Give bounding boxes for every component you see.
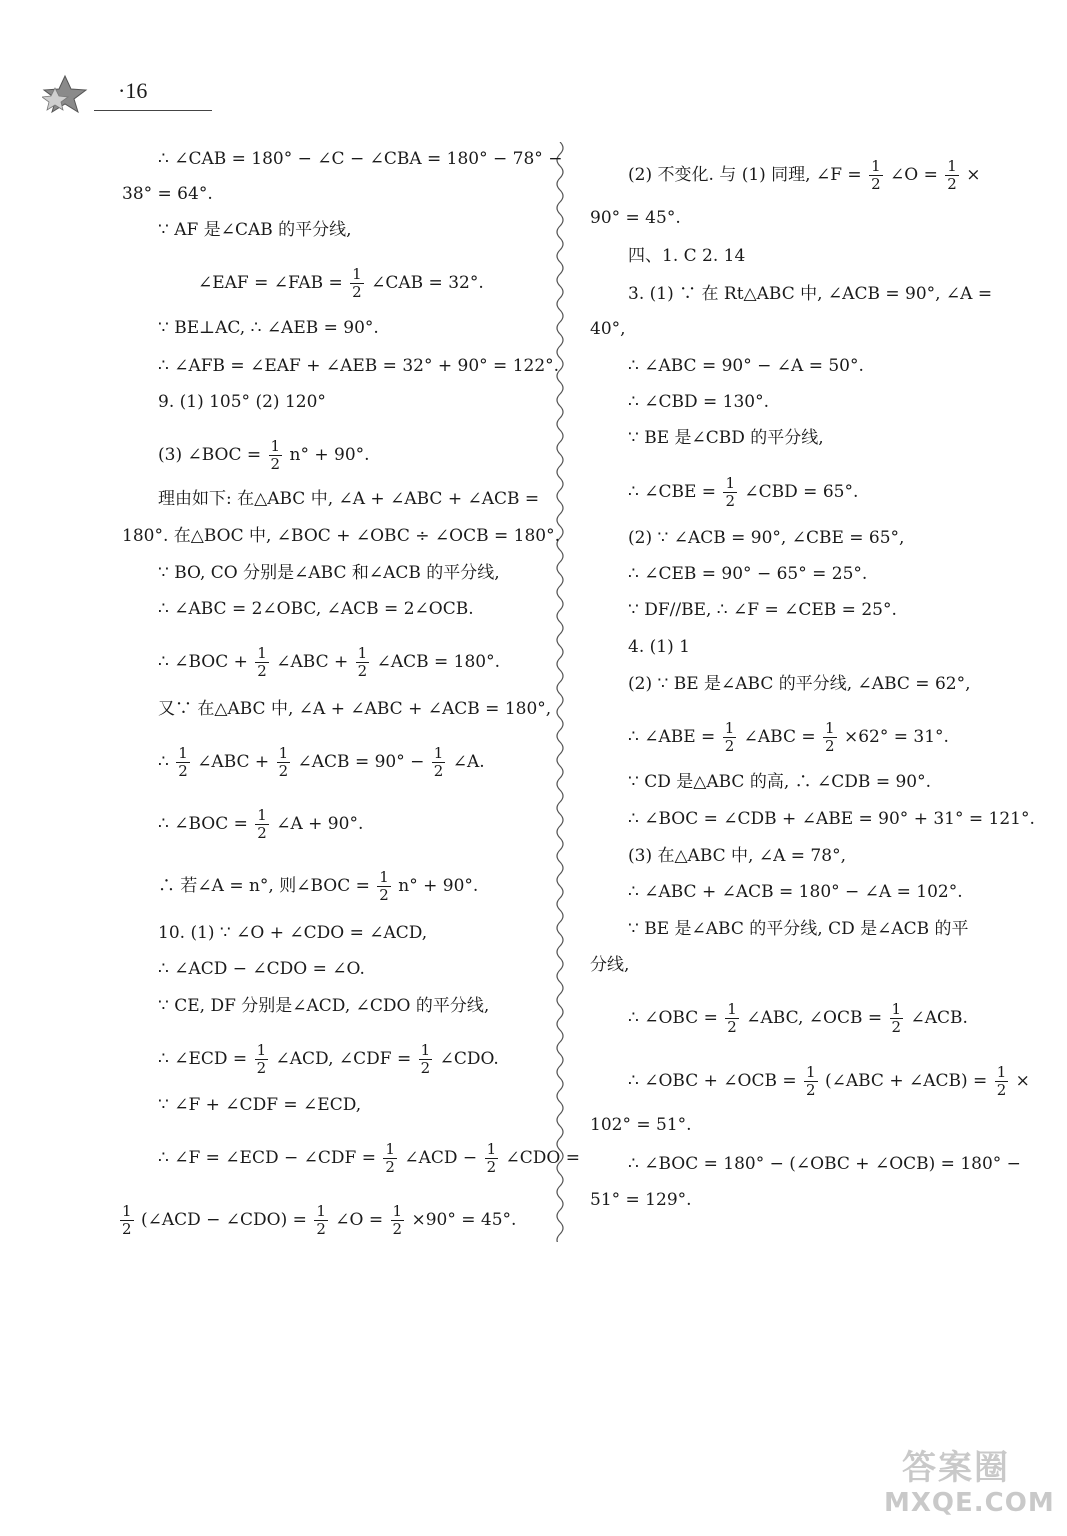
page-number: ·16 — [118, 78, 148, 103]
text: ∠ACD, ∠CDF = — [275, 1049, 412, 1069]
right-line-9 — [628, 475, 858, 510]
left-line-18: 10. (1) ∵ ∠O + ∠CDO = ∠ACD, — [158, 923, 428, 943]
fraction-one-half — [356, 645, 370, 680]
fraction-denominator: 2 — [420, 1059, 431, 1077]
fraction-denominator: 2 — [278, 762, 289, 780]
right-line-17: ∴ ∠BOC = ∠CDB + ∠ABE = 90° + 31° = 121°. — [628, 809, 1035, 829]
right-line-19: ∴ ∠ABC + ∠ACB = 180° − ∠A = 102°. — [628, 882, 963, 902]
text: ∴ ∠OBC + ∠OCB = — [628, 1071, 797, 1091]
fraction-one-half — [723, 720, 737, 755]
left-line-23 — [158, 1141, 580, 1176]
right-line-15 — [628, 720, 949, 755]
fraction-one-half — [176, 745, 190, 780]
text: ∴ — [158, 752, 169, 772]
fraction-denominator: 2 — [178, 762, 188, 780]
fraction-numerator: 1 — [996, 1063, 1007, 1081]
left-line-4 — [198, 266, 484, 301]
right-line-6: ∴ ∠ABC = 90° − ∠A = 50°. — [628, 356, 864, 376]
fraction-numerator: 1 — [270, 437, 281, 455]
fraction-numerator: 1 — [891, 1000, 902, 1018]
fraction-one-half — [269, 438, 283, 473]
fraction-one-half — [255, 807, 269, 842]
fraction-one-half — [723, 475, 737, 510]
fraction-one-half — [725, 1001, 739, 1036]
fraction-denominator: 2 — [357, 662, 368, 680]
fraction-numerator: 1 — [420, 1041, 431, 1059]
fraction-numerator: 1 — [257, 806, 267, 824]
fraction-numerator: 1 — [806, 1063, 816, 1081]
fraction-denominator: 2 — [725, 492, 735, 510]
fraction-denominator: 2 — [871, 175, 881, 193]
fraction-denominator: 2 — [257, 662, 267, 680]
fraction-denominator: 2 — [352, 283, 362, 301]
text: (∠ABC + ∠ACB) = — [824, 1071, 988, 1091]
fraction-denominator: 2 — [727, 1018, 737, 1036]
watermark — [880, 1440, 1055, 1526]
fraction-numerator: 1 — [725, 474, 735, 492]
left-line-14: 又∵ 在△ABC 中, ∠A + ∠ABC + ∠ACB = 180°, — [158, 699, 552, 719]
left-line-19: ∴ ∠ACD − ∠CDO = ∠O. — [158, 959, 365, 979]
left-line-13 — [158, 645, 500, 680]
fraction-numerator: 1 — [316, 1202, 326, 1220]
fraction-denominator: 2 — [270, 455, 281, 473]
fraction-one-half — [377, 869, 391, 904]
fraction-denominator: 2 — [806, 1081, 816, 1099]
left-line-8 — [158, 438, 370, 473]
text: ∠ABC + — [197, 752, 270, 772]
fraction-one-half — [419, 1042, 433, 1077]
fraction-one-half — [869, 158, 883, 193]
fraction-numerator: 1 — [379, 868, 389, 886]
text: ∠ACD − — [404, 1148, 478, 1168]
right-line-23 — [628, 1064, 1030, 1099]
fraction-denominator: 2 — [257, 824, 267, 842]
fraction-denominator: 2 — [256, 1059, 267, 1077]
text: ∠EAF = ∠FAB = — [198, 273, 343, 293]
fraction-denominator: 2 — [724, 737, 735, 755]
column-divider — [548, 142, 572, 1242]
text: ∠A + 90°. — [276, 814, 364, 834]
left-line-12: ∴ ∠ABC = 2∠OBC, ∠ACB = 2∠OCB. — [158, 599, 474, 619]
text: ∠O = — [335, 1210, 384, 1230]
fraction-one-half — [804, 1064, 818, 1099]
fraction-one-half — [485, 1141, 499, 1176]
fraction-one-half — [255, 1042, 269, 1077]
fraction-numerator: 1 — [871, 157, 881, 175]
watermark-logo-text: 答案圈 — [902, 1448, 1010, 1488]
left-line-1: ∴ ∠CAB = 180° − ∠C − ∠CBA = 180° − 78° − — [158, 149, 563, 169]
text: n° + 90°. — [289, 445, 370, 465]
text: ∴ ∠BOC + — [158, 652, 248, 672]
fraction-numerator: 1 — [257, 644, 267, 662]
text: × — [1015, 1071, 1030, 1091]
text: ∠ACB = 180°. — [376, 652, 501, 672]
watermark-url: MXQE.COM — [884, 1488, 1055, 1518]
text: (2) 不变化. 与 (1) 同理, ∠F = — [628, 165, 862, 185]
text: ∠O = — [890, 165, 938, 185]
left-line-24 — [118, 1203, 516, 1238]
right-line-21: 分线, — [590, 955, 630, 975]
text: ∠CDO = — [505, 1148, 580, 1168]
fraction-one-half — [391, 1203, 405, 1238]
left-line-15 — [158, 745, 485, 780]
text: ∴ ∠BOC = — [158, 814, 248, 834]
right-line-1 — [628, 158, 981, 193]
text: ∠CDO. — [439, 1049, 499, 1069]
fraction-denominator: 2 — [947, 175, 957, 193]
right-line-10: (2) ∵ ∠ACB = 90°, ∠CBE = 65°, — [628, 528, 905, 548]
star-icon — [42, 74, 88, 114]
fraction-numerator: 1 — [178, 744, 188, 762]
fraction-numerator: 1 — [486, 1140, 497, 1158]
right-line-22 — [628, 1001, 968, 1036]
right-line-8: ∵ BE 是∠CBD 的平分线, — [628, 428, 824, 448]
fraction-denominator: 2 — [392, 1220, 403, 1238]
right-line-24: 102° = 51°. — [590, 1115, 692, 1135]
fraction-denominator: 2 — [316, 1220, 326, 1238]
fraction-denominator: 2 — [385, 1158, 395, 1176]
left-line-6: ∴ ∠AFB = ∠EAF + ∠AEB = 32° + 90° = 122°. — [158, 356, 560, 376]
fraction-numerator: 1 — [724, 719, 735, 737]
text: ∠ABC = — [743, 727, 816, 747]
fraction-numerator: 1 — [256, 1041, 267, 1059]
fraction-numerator: 1 — [727, 1000, 737, 1018]
text: ∴ 若∠A = n°, 则∠BOC = — [158, 876, 370, 896]
right-line-3: 四、1. C 2. 14 — [628, 246, 746, 266]
right-line-14: (2) ∵ BE 是∠ABC 的平分线, ∠ABC = 62°, — [628, 674, 971, 694]
right-line-25: ∴ ∠BOC = 180° − (∠OBC + ∠OCB) = 180° − — [628, 1154, 1021, 1174]
fraction-numerator: 1 — [825, 719, 835, 737]
left-line-3: ∵ AF 是∠CAB 的平分线, — [158, 220, 352, 240]
fraction-one-half — [432, 745, 446, 780]
fraction-numerator: 1 — [352, 265, 362, 283]
right-line-16: ∵ CD 是△ABC 的高, ∴ ∠CDB = 90°. — [628, 772, 932, 792]
fraction-one-half — [277, 745, 291, 780]
fraction-one-half — [945, 158, 959, 193]
fraction-denominator: 2 — [486, 1158, 497, 1176]
right-line-18: (3) 在△ABC 中, ∠A = 78°, — [628, 846, 846, 866]
fraction-one-half — [383, 1141, 397, 1176]
text: × — [966, 165, 981, 185]
text: ∠ACB. — [910, 1008, 968, 1028]
fraction-denominator: 2 — [996, 1081, 1007, 1099]
text: ∠A. — [452, 752, 485, 772]
left-line-16 — [158, 807, 363, 842]
left-line-7: 9. (1) 105° (2) 120° — [158, 392, 326, 412]
left-line-11: ∵ BO, CO 分别是∠ABC 和∠ACB 的平分线, — [158, 563, 500, 583]
left-line-10: 180°. 在△BOC 中, ∠BOC + ∠OBC ÷ ∠OCB = 180°. — [122, 526, 560, 546]
fraction-numerator: 1 — [278, 744, 289, 762]
header-rule — [94, 110, 212, 111]
fraction-denominator: 2 — [825, 737, 835, 755]
fraction-numerator: 1 — [392, 1202, 403, 1220]
text: ×62° = 31°. — [844, 727, 949, 747]
right-line-5: 40°, — [590, 319, 626, 339]
text: (∠ACD − ∠CDO) = — [140, 1210, 307, 1230]
left-line-2: 38° = 64°. — [122, 184, 213, 204]
fraction-one-half — [823, 720, 837, 755]
right-line-20: ∵ BE 是∠ABC 的平分线, CD 是∠ACB 的平 — [628, 919, 969, 939]
fraction-numerator: 1 — [357, 644, 368, 662]
right-line-7: ∴ ∠CBD = 130°. — [628, 392, 769, 412]
right-line-2: 90° = 45°. — [590, 208, 681, 228]
right-line-26: 51° = 129°. — [590, 1190, 692, 1210]
text: ∠ABC, ∠OCB = — [746, 1008, 883, 1028]
text: ∴ ∠F = ∠ECD − ∠CDF = — [158, 1148, 376, 1168]
text: (3) ∠BOC = — [158, 445, 262, 465]
text: ∴ ∠OBC = — [628, 1008, 718, 1028]
text: ×90° = 45°. — [411, 1210, 517, 1230]
fraction-one-half — [350, 266, 364, 301]
fraction-denominator: 2 — [891, 1018, 902, 1036]
text: ∠CBD = 65°. — [744, 482, 859, 502]
text: ∴ ∠CBE = — [628, 482, 717, 502]
fraction-numerator: 1 — [947, 157, 957, 175]
fraction-denominator: 2 — [122, 1220, 132, 1238]
left-line-20: ∵ CE, DF 分别是∠ACD, ∠CDO 的平分线, — [158, 996, 490, 1016]
left-line-21 — [158, 1042, 499, 1077]
fraction-one-half — [890, 1001, 904, 1036]
right-line-13: 4. (1) 1 — [628, 637, 690, 657]
right-line-11: ∴ ∠CEB = 90° − 65° = 25°. — [628, 564, 868, 584]
fraction-numerator: 1 — [433, 744, 444, 762]
fraction-one-half — [995, 1064, 1009, 1099]
left-line-9: 理由如下: 在△ABC 中, ∠A + ∠ABC + ∠ACB = — [158, 489, 540, 509]
text: ∴ ∠ABE = — [628, 727, 716, 747]
right-line-12: ∵ DF//BE, ∴ ∠F = ∠CEB = 25°. — [628, 600, 897, 620]
fraction-numerator: 1 — [385, 1140, 395, 1158]
fraction-denominator: 2 — [433, 762, 444, 780]
text: n° + 90°. — [398, 876, 479, 896]
fraction-one-half — [314, 1203, 328, 1238]
right-line-4: 3. (1) ∵ 在 Rt△ABC 中, ∠ACB = 90°, ∠A = — [628, 284, 993, 304]
fraction-numerator: 1 — [122, 1202, 132, 1220]
left-line-5: ∵ BE⊥AC, ∴ ∠AEB = 90°. — [158, 318, 379, 338]
fraction-one-half — [255, 645, 269, 680]
left-line-22: ∵ ∠F + ∠CDF = ∠ECD, — [158, 1095, 362, 1115]
text: ∠ABC + — [276, 652, 349, 672]
left-line-17 — [158, 869, 478, 904]
fraction-one-half — [120, 1203, 134, 1238]
text: ∠CAB = 32°. — [371, 273, 484, 293]
text: ∴ ∠ECD = — [158, 1049, 248, 1069]
text: ∠ACB = 90° − — [297, 752, 425, 772]
fraction-denominator: 2 — [379, 886, 389, 904]
page-header — [42, 68, 172, 116]
